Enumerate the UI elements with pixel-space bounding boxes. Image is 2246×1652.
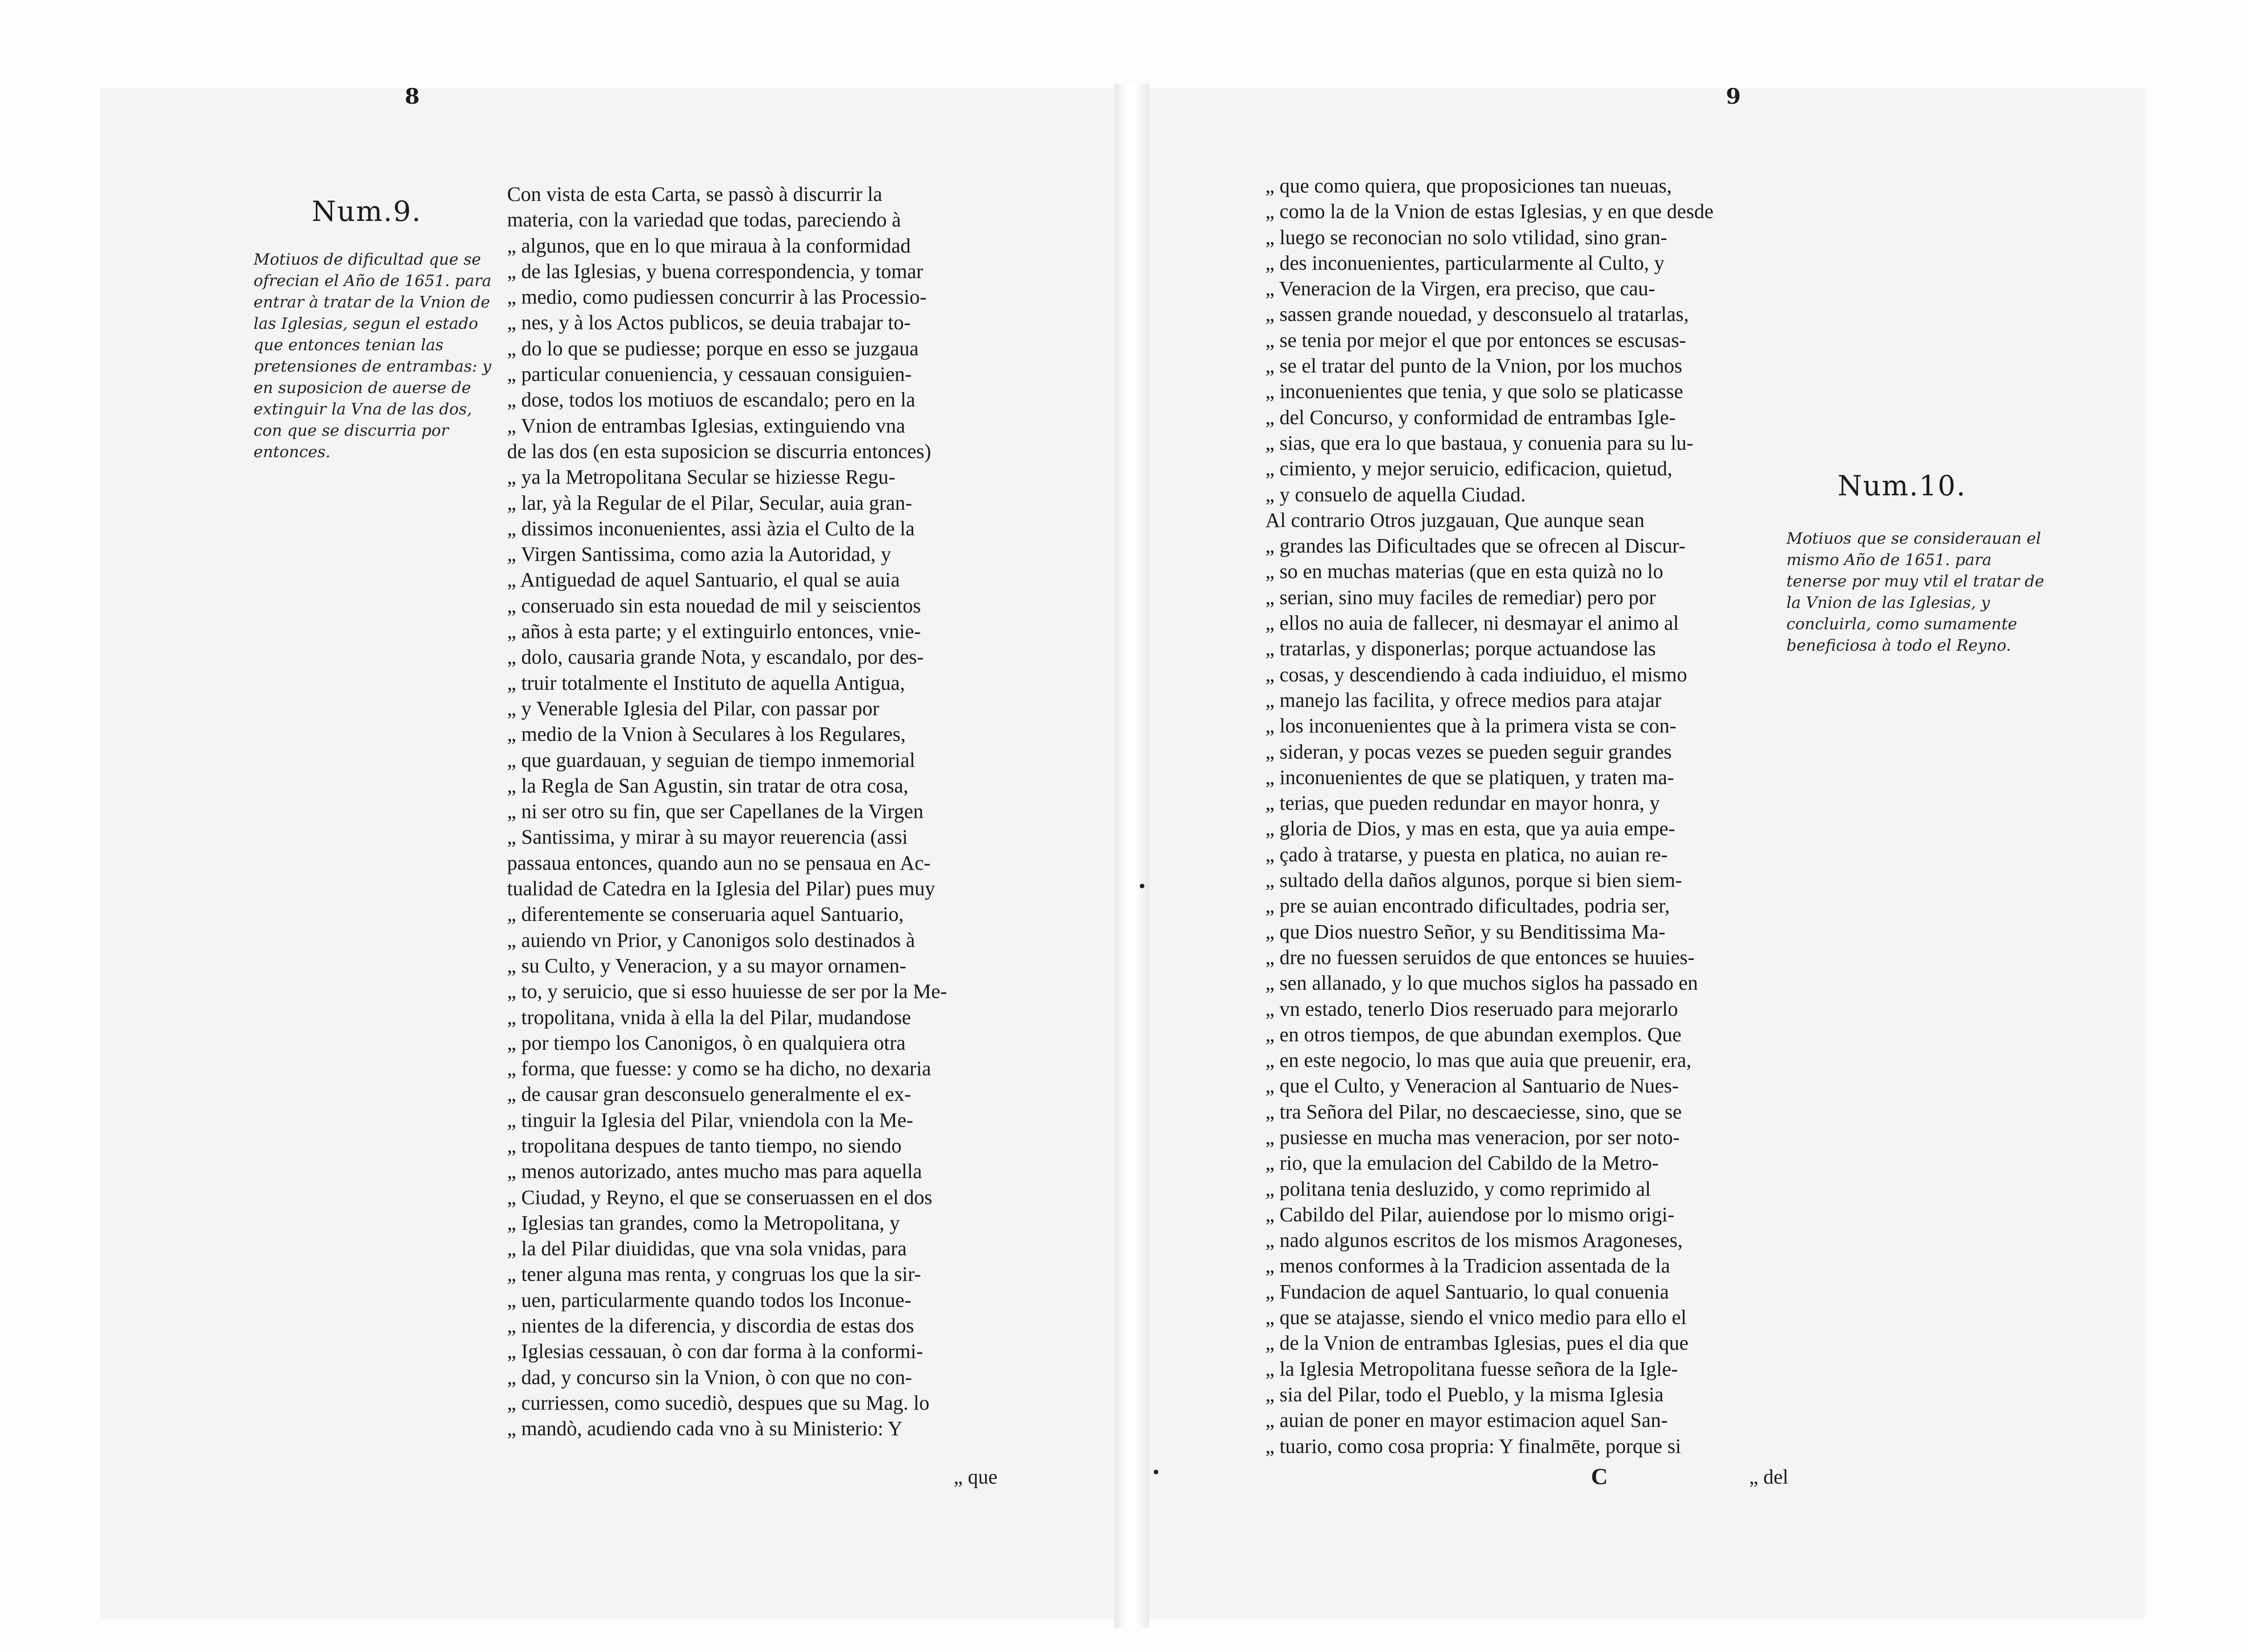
book-gutter [1114, 84, 1149, 1628]
left-section-heading: Num.9. [312, 195, 422, 228]
left-catchword: „ que [954, 1465, 998, 1488]
scan-speck [1140, 884, 1144, 888]
right-page-number: 9 [1726, 84, 1741, 109]
left-page-number: 8 [405, 84, 420, 109]
left-body-text: Con vista de esta Carta, se passò à discurrir la materia, con la variedad que todas, pareciendo à „ algunos, que en lo que miraua à la conformidad „ de las Iglesias, y buena correspondencia, y tomar „ medio, como pudiessen concurrir à las Processio- „ nes, y à los Actos publicos, se deuia trabajar to- „ do lo que se pudiesse; porque en esso se juzgaua „ particular conueniencia, y cessauan consiguien- „ dose, todos los motiuos de escandalo; pero en la „ Vnion de entrambas Iglesias, extinguiendo vna de las dos (en esta suposicion se discurria entonces) „ ya la Metropolitana Secular se hiziesse Regu- „ lar, yà la Regular de el Pilar, Secular, auia gran- „ dissimos inconuenientes, assi àzia el Culto de la „ Virgen Santissima, como azia la Autoridad, y „ Antiguedad de aquel Santuario, el qual se auia „ conseruado sin esta nouedad de mil y seiscientos „ años à esta parte; y el extinguirlo entonces, vnie- „ dolo, causaria grande Nota, y escandalo, por des- „ truir totalmente el Instituto de aquella Antigua, „ y Venerable Iglesia del Pilar, con passar por „ medio de la Vnion à Seculares à los Regulares, „ que guardauan, y seguian de tiempo inmemorial „ la Regla de San Agustin, sin tratar de otra cosa, „ ni ser otro su fin, que ser Capellanes de la Virgen „ Santissima, y mirar à su mayor reuerencia (assi passaua entonces, quando aun no se pensaua en Ac- tualidad de Catedra en la Iglesia del Pilar) pues muy „ diferentemente se conseruaria aquel Santuario, „ auiendo vn Prior, y Canonigos solo destinados à „ su Culto, y Veneracion, y a su mayor ornamen- „ to, y seruicio, que si esso huuiesse de ser por la Me- „ tropolitana, vnida à ella la del Pilar, mudandose „ por tiempo los Canonigos, ò en qualquiera otra „ forma, que fuesse: y como se ha dicho, no dexaria „ de causar gran desconsuelo generalmente el ex- „ tinguir la Iglesia del Pilar, vniendola con la Me- „ tropolitana despues de tanto tiempo, no siendo „ menos autorizado, antes mucho mas para aquella „ Ciudad, y Reyno, el que se conseruassen en el dos „ Iglesias tan grandes, como la Metropolitana, y „ la del Pilar diuididas, que vna sola vnidas, para „ tener alguna mas renta, y congruas los que la sir- „ uen, particularmente quando todos los Inconue- „ nientes de la diferencia, y discordia de estas dos „ Iglesias cessauan, ò con dar forma à la conformi- „ dad, y concurso sin la Vnion, ò con que no con- „ curriessen, como sucediò, despues que su Mag. lo „ mandò, acudiendo cada vno à su Ministerio: Y [507, 183, 947, 1440]
right-catchword: „ del [1749, 1465, 1789, 1488]
right-body-text: „ que como quiera, que proposiciones tan nueuas, „ como la de la Vnion de estas Iglesias, y en que desde „ luego se reconocian no solo vtilidad, sino gran- „ des inconuenientes, particularmente al Culto, y „ Veneracion de la Virgen, era preciso, que cau- „ sassen grande nouedad, y desconsuelo al tratarlas, „ se tenia por mejor el que por entonces se escusas- „ se el tratar del punto de la Vnion, por los muchos „ inconuenientes que tenia, y que solo se platicasse „ del Concurso, y conformidad de entrambas Igle- „ sias, que era lo que bastaua, y conuenia para su lu- „ cimiento, y mejor seruicio, edificacion, quietud, „ y consuelo de aquella Ciudad. Al contrario Otros juzgauan, Que aunque sean „ grandes las Dificultades que se ofrecen al Discur- „ so en muchas materias (que en esta quizà no lo „ serian, sino muy faciles de remediar) pero por „ ellos no auia de fallecer, ni desmayar el animo al „ tratarlas, y disponerlas; porque actuandose las „ cosas, y descendiendo à cada indiuiduo, el mismo „ manejo las facilita, y ofrece medios para atajar „ los inconuenientes que à la primera vista se con- „ sideran, y pocas vezes se pueden seguir grandes „ inconuenientes de que se platiquen, y traten ma- „ terias, que pueden redundar en mayor honra, y „ gloria de Dios, y mas en esta, que ya auia empe- „ çado à tratarse, y puesta en platica, no auian re- „ sultado della daños algunos, porque si bien siem- „ pre se auian encontrado dificultades, podria ser, „ que Dios nuestro Señor, y su Benditissima Ma- „ dre no fuessen seruidos de que entonces se huuies- „ sen allanado, y lo que muchos siglos ha passado en „ vn estado, tenerlo Dios reseruado para mejorarlo „ en otros tiempos, de que abundan exemplos. Que „ en este negocio, lo mas que auia que preuenir, era, „ que el Culto, y Veneracion al Santuario de Nues- „ tra Señora del Pilar, no descaeciesse, sino, que se „ pusiesse en mucha mas veneracion, por ser noto- „ rio, que la emulacion del Cabildo de la Metro- „ politana tenia desluzido, y como reprimido al „ Cabildo del Pilar, auiendose por lo mismo origi- „ nado algunos escritos de los mismos Aragoneses, „ menos conformes à la Tradicion assentada de la „ Fundacion de aquel Santuario, lo qual conuenia „ que se atajasse, siendo el vnico medio para ello el „ de la Vnion de entrambas Iglesias, pues el dia que „ la Iglesia Metropolitana fuesse señora de la Igle- „ sia del Pilar, todo el Pueblo, y la misma Iglesia „ auian de poner en mayor estimacion aquel San- „ tuario, como cosa propria: Y finalmēte, porque si [1265, 174, 1714, 1458]
scan-speck [1154, 1470, 1158, 1474]
signature-mark: C [1591, 1463, 1608, 1489]
right-margin-note: Motiuos que se considerauan el mismo Año de 1651. para tenerse por muy vtil el tratar de la Vnion de las Iglesias, y concluirla, como sumamente beneficiosa à todo el Reyno. [1786, 529, 2045, 655]
left-margin-note: Motiuos de dificultad que se ofrecian el Año de 1651. para entrar à tratar de la Vnion de las Iglesias, segun el estado que entonces tenian las pretensiones de entrambas: y en suposicion de auerse de extinguir la Vna de las dos, con que se discurria por entonces. [254, 250, 492, 461]
right-section-heading: Num.10. [1838, 470, 1966, 502]
